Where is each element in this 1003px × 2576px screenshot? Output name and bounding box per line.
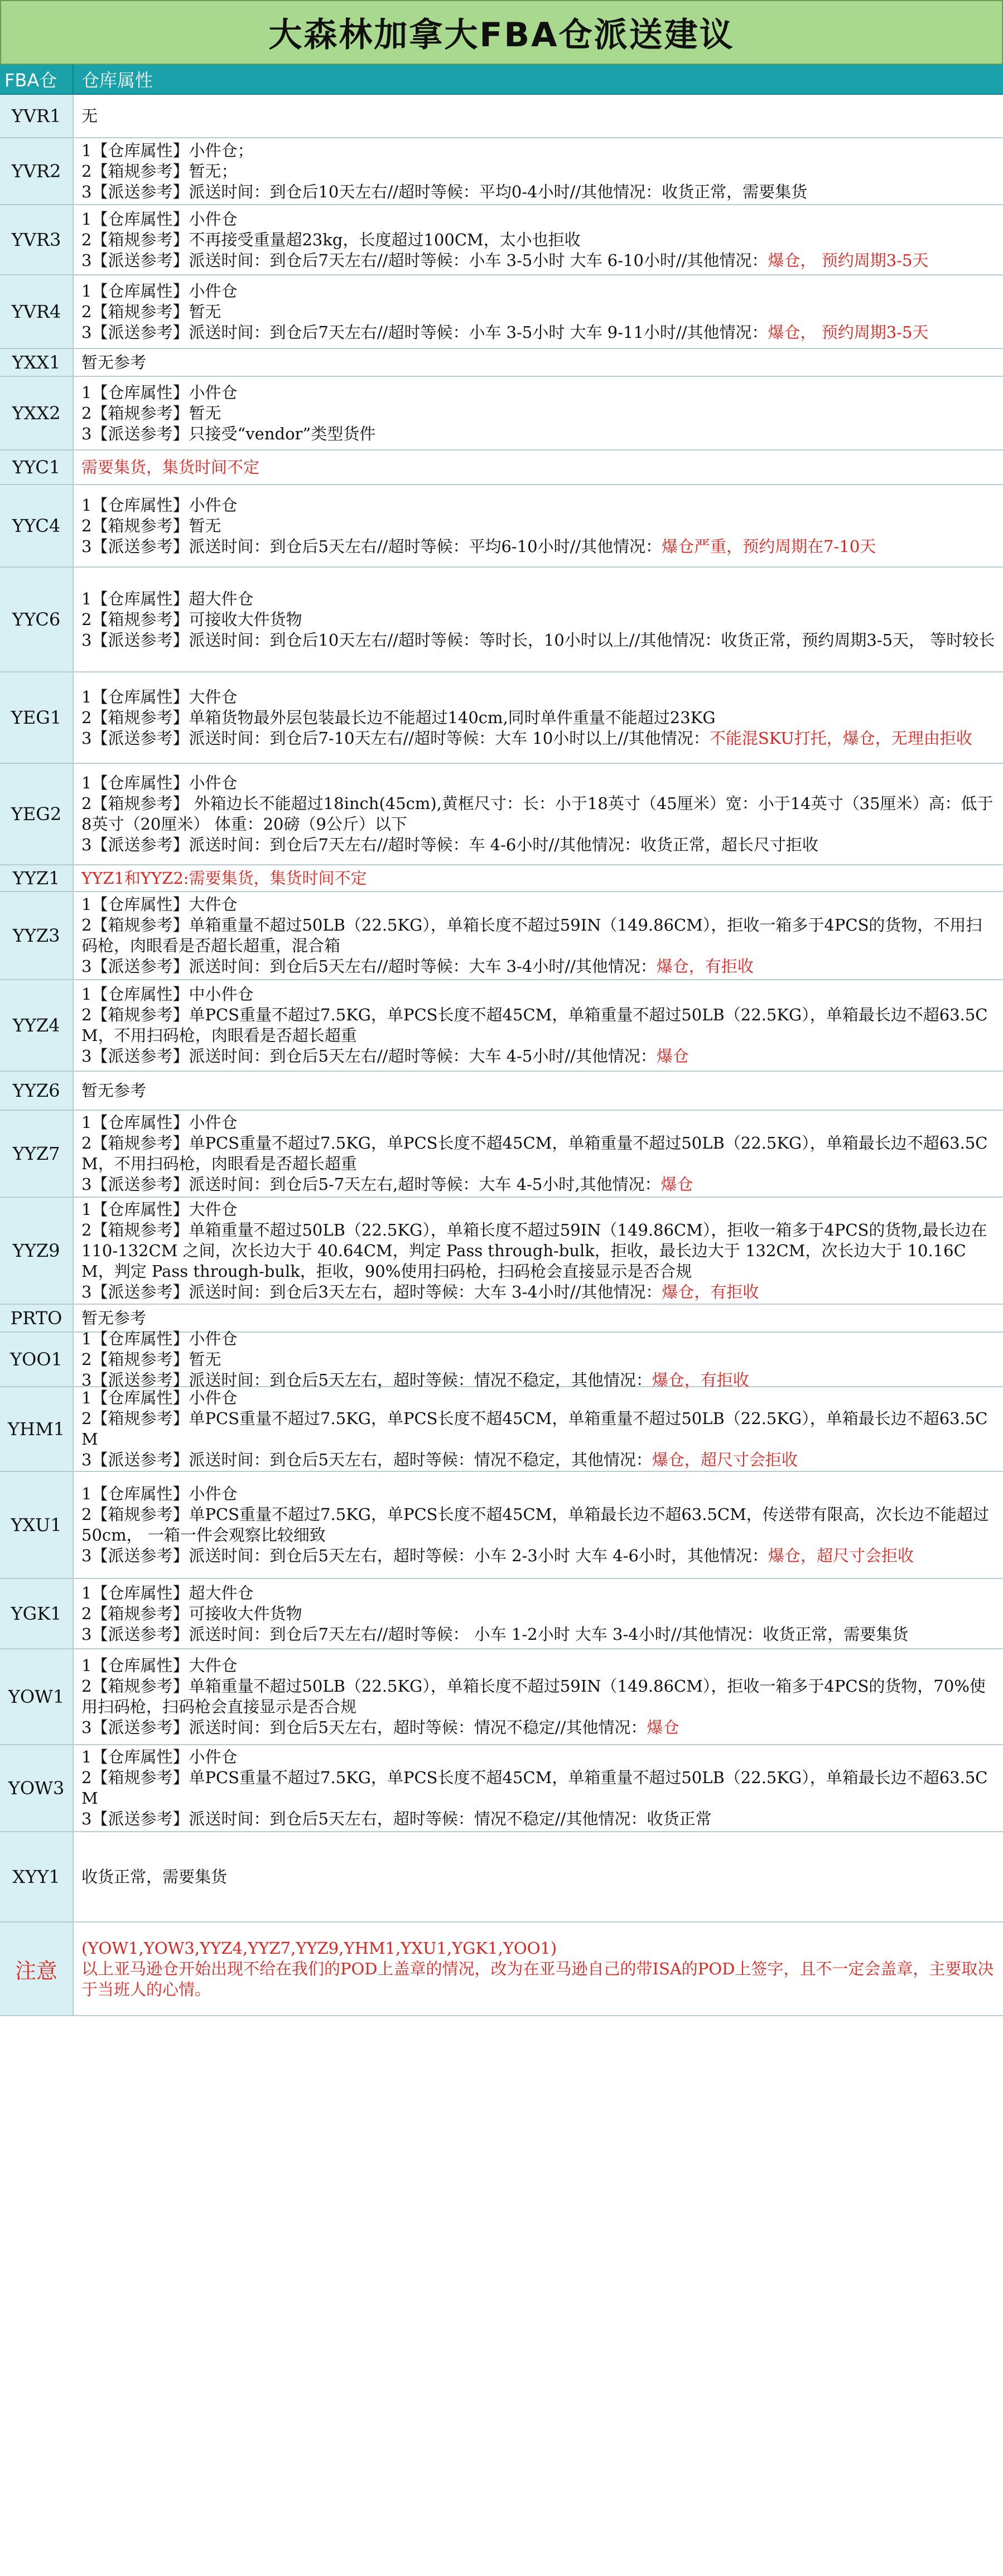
warehouse-attributes bbox=[74, 1305, 1003, 1331]
warehouse-attributes bbox=[74, 138, 1003, 204]
attribute-text: 2【箱规参考】单PCS重量不超过7.5KG，单PCS长度不超45CM，单箱最长边不超63.5CM，传送带有限高，次长边不能超过 50cm， 一箱一件会观察比较细致 bbox=[81, 1505, 989, 1544]
attribute-text: 2【箱规参考】单箱重量不超过50LB（22.5KG），单箱长度不超过59IN（149.86CM），拒收一箱多于4PCS的货物，不用扫码枪，肉眼看是否超长超重，混合箱 bbox=[81, 916, 982, 955]
highlight-text: (YOW1,YOW3,YYZ4,YYZ7,YYZ9,YHM1,YXU1,YGK1,YOO1) bbox=[81, 1938, 557, 1958]
warehouse-table bbox=[0, 95, 1003, 2016]
attribute-line bbox=[81, 1005, 995, 1046]
highlight-text: 爆仓， 预约周期3-5天 bbox=[768, 250, 929, 270]
warehouse-attributes bbox=[74, 1198, 1003, 1304]
attribute-line bbox=[81, 1199, 995, 1220]
attribute-text: 暂无参考 bbox=[81, 1081, 147, 1100]
warehouse-code: YOO1 bbox=[0, 1333, 74, 1386]
table-row bbox=[0, 1832, 1003, 1923]
table-row bbox=[0, 95, 1003, 138]
attribute-line bbox=[81, 630, 995, 651]
attribute-text: 1【仓库属性】小件仓 bbox=[81, 209, 238, 229]
attribute-text: 2【箱规参考】暂无 bbox=[81, 516, 221, 535]
warehouse-attributes bbox=[74, 1472, 1003, 1578]
attribute-line bbox=[81, 1504, 995, 1546]
page-title: 大森林加拿大FBA仓派送建议 bbox=[0, 0, 1003, 65]
table-row bbox=[0, 568, 1003, 672]
attribute-line bbox=[81, 536, 995, 557]
attribute-text: 3【派送参考】派送时间：到仓后3天左右，超时等候：大车 3-4小时//其他情况： bbox=[81, 1282, 662, 1301]
table-row bbox=[0, 1923, 1003, 2016]
attribute-text: 2【箱规参考】暂无； bbox=[81, 161, 238, 181]
attribute-text: 3【派送参考】派送时间：到仓后5天左右//超时等候：大车 4-5小时//其他情况： bbox=[81, 1047, 657, 1066]
attribute-line bbox=[81, 352, 995, 373]
attribute-line bbox=[81, 1938, 995, 1959]
warehouse-attributes bbox=[74, 377, 1003, 449]
attribute-text: 2【箱规参考】可接收大件货物 bbox=[81, 1604, 302, 1623]
attribute-line bbox=[81, 773, 995, 793]
attribute-line bbox=[81, 1604, 995, 1624]
attribute-text: 2【箱规参考】单箱重量不超过50LB（22.5KG），单箱长度不超过59IN（149.86CM），拒收一箱多于4PCS的货物，70%使用扫码枪，扫码枪会直接显示是否合规 bbox=[81, 1677, 986, 1716]
attribute-line bbox=[81, 1282, 995, 1302]
warehouse-code: YYC6 bbox=[0, 568, 74, 671]
warehouse-code: YOW3 bbox=[0, 1745, 74, 1831]
highlight-text: 爆仓，有拒收 bbox=[652, 1370, 749, 1389]
attribute-line bbox=[81, 1308, 995, 1329]
table-row bbox=[0, 205, 1003, 275]
attribute-text: 1【仓库属性】小件仓 bbox=[81, 1113, 238, 1132]
attribute-line bbox=[81, 984, 995, 1005]
warehouse-attributes bbox=[74, 892, 1003, 979]
attribute-text: 3【派送参考】派送时间：到仓后5天左右//超时等候：平均6-10小时//其他情况： bbox=[81, 536, 662, 556]
table-row bbox=[0, 1745, 1003, 1832]
attribute-text: 1【仓库属性】小件仓 bbox=[81, 773, 238, 792]
warehouse-attributes bbox=[74, 1579, 1003, 1648]
warehouse-code: YYZ4 bbox=[0, 980, 74, 1071]
attribute-text: 2【箱规参考】单PCS重量不超过7.5KG，单PCS长度不超45CM，单箱重量不超过50LB（22.5KG），单箱最长边不超63.5CM，不用扫码枪，肉眼看是否超长超重 bbox=[81, 1134, 988, 1173]
attribute-line bbox=[81, 230, 995, 250]
warehouse-code: YVR3 bbox=[0, 205, 74, 274]
warehouse-code: YVR4 bbox=[0, 275, 74, 348]
attribute-line bbox=[81, 1747, 995, 1768]
table-row bbox=[0, 1472, 1003, 1579]
header-warehouse-attributes: 仓库属性 bbox=[81, 70, 153, 91]
table-row bbox=[0, 1198, 1003, 1305]
attribute-line bbox=[81, 1408, 995, 1450]
highlight-text: 爆仓，有拒收 bbox=[662, 1282, 759, 1301]
attribute-line bbox=[81, 281, 995, 302]
header-fba-warehouse: FBA仓 bbox=[0, 65, 74, 94]
table-row bbox=[0, 764, 1003, 865]
attribute-line bbox=[81, 1081, 995, 1101]
warehouse-code: YYZ3 bbox=[0, 892, 74, 979]
attribute-text: 2【箱规参考】单PCS重量不超过7.5KG，单PCS长度不超45CM，单箱重量不超过50LB（22.5KG），单箱最长边不超63.5CM，不用扫码枪，肉眼看是否超长超重 bbox=[81, 1005, 988, 1045]
attribute-line bbox=[81, 1112, 995, 1133]
table-row bbox=[0, 1329, 1003, 1389]
attribute-line bbox=[81, 894, 995, 915]
warehouse-code: PRTO bbox=[0, 1305, 74, 1331]
table-row bbox=[0, 1387, 1003, 1472]
attribute-line bbox=[81, 1655, 995, 1676]
attribute-text: 2【箱规参考】暂无 bbox=[81, 403, 221, 423]
warehouse-code: YXX1 bbox=[0, 349, 74, 376]
attribute-text: 2【箱规参考】不再接受重量超23kg，长度超过100CM，太小也拒收 bbox=[81, 230, 581, 249]
attribute-text: 3【派送参考】派送时间：到仓后5天左右，超时等候：小车 2-3小时 大车 4-6小时，其他情况： bbox=[81, 1546, 768, 1565]
attribute-text: 3【派送参考】派送时间：到仓后7-10天左右//超时等候：大车 10小时以上//其他情况： bbox=[81, 728, 710, 748]
highlight-text: 不能混SKU打托，爆仓，无理由拒收 bbox=[709, 728, 972, 748]
warehouse-code: YYC4 bbox=[0, 485, 74, 566]
attribute-line bbox=[81, 1450, 995, 1470]
attribute-text: 1【仓库属性】超大件仓 bbox=[81, 1583, 254, 1602]
attribute-text: 1【仓库属性】大件仓 bbox=[81, 1656, 238, 1675]
warehouse-code: YYZ9 bbox=[0, 1198, 74, 1304]
warehouse-code: YYC1 bbox=[0, 451, 74, 484]
attribute-text: 3【派送参考】派送时间：到仓后5天左右//超时等候：大车 3-4小时//其他情况： bbox=[81, 957, 657, 976]
table-row bbox=[0, 485, 1003, 568]
attribute-text: 1【仓库属性】小件仓 bbox=[81, 1484, 238, 1503]
highlight-text: 爆仓，有拒收 bbox=[656, 957, 754, 976]
warehouse-code: YVR1 bbox=[0, 95, 74, 137]
highlight-text: 爆仓， 预约周期3-5天 bbox=[768, 322, 929, 342]
attribute-text: 2【箱规参考】暂无 bbox=[81, 302, 221, 321]
warehouse-attributes bbox=[74, 865, 1003, 891]
table-header bbox=[0, 65, 1003, 95]
attribute-line bbox=[81, 1768, 995, 1809]
attribute-line bbox=[81, 1349, 995, 1370]
attribute-text: 暂无参考 bbox=[81, 352, 147, 372]
attribute-line bbox=[81, 793, 995, 835]
warehouse-attributes bbox=[74, 451, 1003, 484]
table-row bbox=[0, 892, 1003, 980]
attribute-line bbox=[81, 728, 995, 749]
warehouse-code: YHM1 bbox=[0, 1387, 74, 1471]
table-row bbox=[0, 672, 1003, 764]
table-row bbox=[0, 980, 1003, 1072]
table-row bbox=[0, 349, 1003, 377]
attribute-line bbox=[81, 424, 995, 444]
attribute-line bbox=[81, 1676, 995, 1717]
warehouse-code: YXU1 bbox=[0, 1472, 74, 1578]
warehouse-code: YOW1 bbox=[0, 1649, 74, 1744]
attribute-line bbox=[81, 1809, 995, 1829]
attribute-line bbox=[81, 106, 995, 127]
attribute-line bbox=[81, 1220, 995, 1282]
attribute-line bbox=[81, 322, 995, 343]
attribute-line bbox=[81, 1174, 995, 1195]
attribute-line bbox=[81, 495, 995, 516]
warehouse-code: YGK1 bbox=[0, 1579, 74, 1648]
attribute-line bbox=[81, 1583, 995, 1604]
attribute-text: 2【箱规参考】可接收大件货物 bbox=[81, 609, 302, 629]
warehouse-attributes bbox=[74, 568, 1003, 671]
warehouse-attributes bbox=[74, 1072, 1003, 1110]
attribute-line bbox=[81, 868, 995, 889]
warehouse-attributes bbox=[74, 205, 1003, 274]
table-row bbox=[0, 1072, 1003, 1111]
warehouse-code: YYZ7 bbox=[0, 1111, 74, 1197]
table-row bbox=[0, 865, 1003, 892]
attribute-text: 1【仓库属性】大件仓 bbox=[81, 687, 238, 706]
table-row bbox=[0, 1111, 1003, 1198]
attribute-text: 3【派送参考】派送时间：到仓后10天左右//超时等候：等时长，10小时以上//其他情况：收货正常，预约周期3-5天， 等时较长 bbox=[81, 630, 995, 650]
attribute-text: 1【仓库属性】小件仓 bbox=[81, 382, 238, 402]
attribute-line bbox=[81, 915, 995, 956]
attribute-line bbox=[81, 161, 995, 182]
warehouse-code: YXX2 bbox=[0, 377, 74, 449]
attribute-text: 3【派送参考】派送时间：到仓后5天左右，超时等候：情况不稳定//其他情况： bbox=[81, 1718, 647, 1737]
attribute-text: 2【箱规参考】单箱重量不超过50LB（22.5KG），单箱长度不超过59IN（149.86CM），拒收一箱多于4PCS的货物,最长边在 110-132CM 之间，次长边大于 40.64CM，判定 Pass through-bulk，拒收，最长边大于 132CM，次长边大于 10.16CM，判定 Pass through-bulk，拒收，90%使用扫码枪，扫码枪会直接显示是否合规 bbox=[81, 1220, 987, 1281]
attribute-text: 2【箱规参考】单PCS重量不超过7.5KG，单PCS长度不超45CM，单箱重量不超过50LB（22.5KG），单箱最长边不超63.5CM bbox=[81, 1409, 988, 1449]
warehouse-code: YEG1 bbox=[0, 672, 74, 763]
attribute-text: 1【仓库属性】小件仓； bbox=[81, 141, 254, 160]
attribute-text: 1【仓库属性】小件仓 bbox=[81, 495, 238, 515]
table-row bbox=[0, 1649, 1003, 1745]
attribute-line bbox=[81, 1046, 995, 1067]
attribute-line bbox=[81, 708, 995, 728]
highlight-text: 爆仓 bbox=[656, 1047, 689, 1066]
attribute-text: 3【派送参考】派送时间：到仓后7天左右//超时等候： 小车 1-2小时 大车 3-4小时//其他情况：收货正常，需要集货 bbox=[81, 1624, 909, 1644]
attribute-text: 3【派送参考】派送时间：到仓后5-7天左右,超时等候：大车 4-5小时,其他情况： bbox=[81, 1175, 661, 1194]
highlight-text: YYZ1和YYZ2:需要集货，集货时间不定 bbox=[81, 868, 367, 888]
highlight-text: 以上亚马逊仓开始出现不给在我们的POD上盖章的情况，改为在亚马逊自己的带ISA的POD上签字，且不一定会盖章，主要取决于当班人的心情。 bbox=[81, 1959, 994, 1999]
attribute-text: 1【仓库属性】小件仓 bbox=[81, 281, 238, 301]
attribute-line bbox=[81, 835, 995, 855]
warehouse-attributes bbox=[74, 1649, 1003, 1744]
warehouse-code: YYZ1 bbox=[0, 865, 74, 891]
warehouse-attributes bbox=[74, 672, 1003, 763]
warehouse-attributes bbox=[74, 1329, 1003, 1389]
table-row bbox=[0, 138, 1003, 205]
attribute-line bbox=[81, 687, 995, 708]
attribute-text: 1【仓库属性】小件仓 bbox=[81, 1747, 238, 1766]
warehouse-code: XYY1 bbox=[0, 1832, 74, 1921]
warehouse-attributes bbox=[74, 1387, 1003, 1471]
table-row bbox=[0, 275, 1003, 349]
attribute-line bbox=[81, 589, 995, 609]
attribute-text: 1【仓库属性】小件仓 bbox=[81, 1329, 238, 1348]
attribute-line bbox=[81, 403, 995, 424]
attribute-text: 暂无参考 bbox=[81, 1308, 147, 1328]
attribute-text: 1【仓库属性】小件仓 bbox=[81, 1388, 238, 1407]
attribute-line bbox=[81, 956, 995, 977]
warehouse-attributes bbox=[74, 1745, 1003, 1831]
warehouse-attributes bbox=[74, 980, 1003, 1071]
attribute-text: 2【箱规参考】暂无 bbox=[81, 1349, 221, 1369]
warehouse-code: YEG2 bbox=[0, 764, 74, 864]
attribute-text: 2【箱规参考】单PCS重量不超过7.5KG，单PCS长度不超45CM，单箱重量不超过50LB（22.5KG），单箱最长边不超63.5CM bbox=[81, 1768, 988, 1808]
attribute-text: 1【仓库属性】大件仓 bbox=[81, 895, 238, 914]
warehouse-attributes bbox=[74, 1111, 1003, 1197]
warehouse-attributes bbox=[74, 485, 1003, 566]
warehouse-attributes bbox=[74, 275, 1003, 348]
attribute-line bbox=[81, 1133, 995, 1174]
note-content bbox=[74, 1923, 1003, 2015]
table-row bbox=[0, 377, 1003, 451]
highlight-text: 需要集货，集货时间不定 bbox=[81, 457, 260, 477]
attribute-line bbox=[81, 1388, 995, 1408]
attribute-line bbox=[81, 382, 995, 403]
attribute-text: 3【派送参考】派送时间：到仓后7天左右//超时等候：车 4-6小时//其他情况：收货正常，超长尺寸拒收 bbox=[81, 835, 818, 854]
attribute-line bbox=[81, 209, 995, 230]
warehouse-code: YVR2 bbox=[0, 138, 74, 204]
warehouse-attributes bbox=[74, 764, 1003, 864]
note-label: 注意 bbox=[0, 1923, 74, 2015]
attribute-text: 3【派送参考】派送时间：到仓后7天左右//超时等候：小车 3-5小时 大车 9-11小时//其他情况： bbox=[81, 322, 768, 342]
attribute-text: 2【箱规参考】 外箱边长不能超过18inch(45cm),黄框尺寸：长：小于18英寸（45厘米）宽：小于14英寸（35厘米）高：低于8英寸（20厘米） 体重：20磅（9公斤）以下 bbox=[81, 794, 994, 834]
attribute-text: 1【仓库属性】大件仓 bbox=[81, 1199, 238, 1219]
attribute-text: 1【仓库属性】超大件仓 bbox=[81, 589, 254, 608]
warehouse-attributes bbox=[74, 1832, 1003, 1921]
attribute-line bbox=[81, 1484, 995, 1504]
attribute-line bbox=[81, 302, 995, 322]
attribute-text: 3【派送参考】派送时间：到仓后7天左右//超时等候：小车 3-5小时 大车 6-10小时//其他情况： bbox=[81, 250, 768, 270]
attribute-line bbox=[81, 250, 995, 271]
attribute-text: 3【派送参考】派送时间：到仓后5天左右，超时等候：情况不稳定，其他情况： bbox=[81, 1450, 652, 1469]
attribute-line bbox=[81, 141, 995, 161]
attribute-line bbox=[81, 516, 995, 536]
highlight-text: 爆仓 bbox=[647, 1718, 679, 1737]
highlight-text: 爆仓，超尺寸会拒收 bbox=[768, 1546, 914, 1565]
table-row bbox=[0, 451, 1003, 485]
attribute-line bbox=[81, 182, 995, 202]
attribute-line bbox=[81, 1624, 995, 1645]
attribute-line bbox=[81, 1329, 995, 1349]
warehouse-attributes bbox=[74, 349, 1003, 376]
attribute-line bbox=[81, 1717, 995, 1738]
highlight-text: 爆仓 bbox=[660, 1175, 693, 1194]
attribute-text: 3【派送参考】派送时间：到仓后5天左右，超时等候：情况不稳定//其他情况：收货正常 bbox=[81, 1809, 712, 1828]
attribute-text: 3【派送参考】派送时间：到仓后10天左右//超时等候：平均0-4小时//其他情况：收货正常，需要集货 bbox=[81, 182, 808, 201]
attribute-text: 收货正常，需要集货 bbox=[81, 1867, 228, 1886]
attribute-text: 3【派送参考】只接受“vendor”类型货件 bbox=[81, 424, 376, 443]
attribute-text: 3【派送参考】派送时间：到仓后5天左右，超时等候：情况不稳定，其他情况： bbox=[81, 1370, 652, 1389]
warehouse-attributes bbox=[74, 95, 1003, 137]
attribute-line bbox=[81, 457, 995, 478]
attribute-line bbox=[81, 609, 995, 630]
warehouse-code: YYZ6 bbox=[0, 1072, 74, 1110]
attribute-line bbox=[81, 1546, 995, 1566]
attribute-text: 1【仓库属性】中小件仓 bbox=[81, 985, 254, 1004]
attribute-text: 2【箱规参考】单箱货物最外层包装最长边不能超过140cm,同时单件重量不能超过23KG bbox=[81, 708, 716, 727]
attribute-line bbox=[81, 1867, 995, 1887]
attribute-line bbox=[81, 1959, 995, 2000]
highlight-text: 爆仓严重，预约周期在7-10天 bbox=[662, 536, 876, 556]
highlight-text: 爆仓，超尺寸会拒收 bbox=[652, 1450, 798, 1469]
attribute-text: 无 bbox=[81, 106, 98, 125]
table-row bbox=[0, 1579, 1003, 1649]
